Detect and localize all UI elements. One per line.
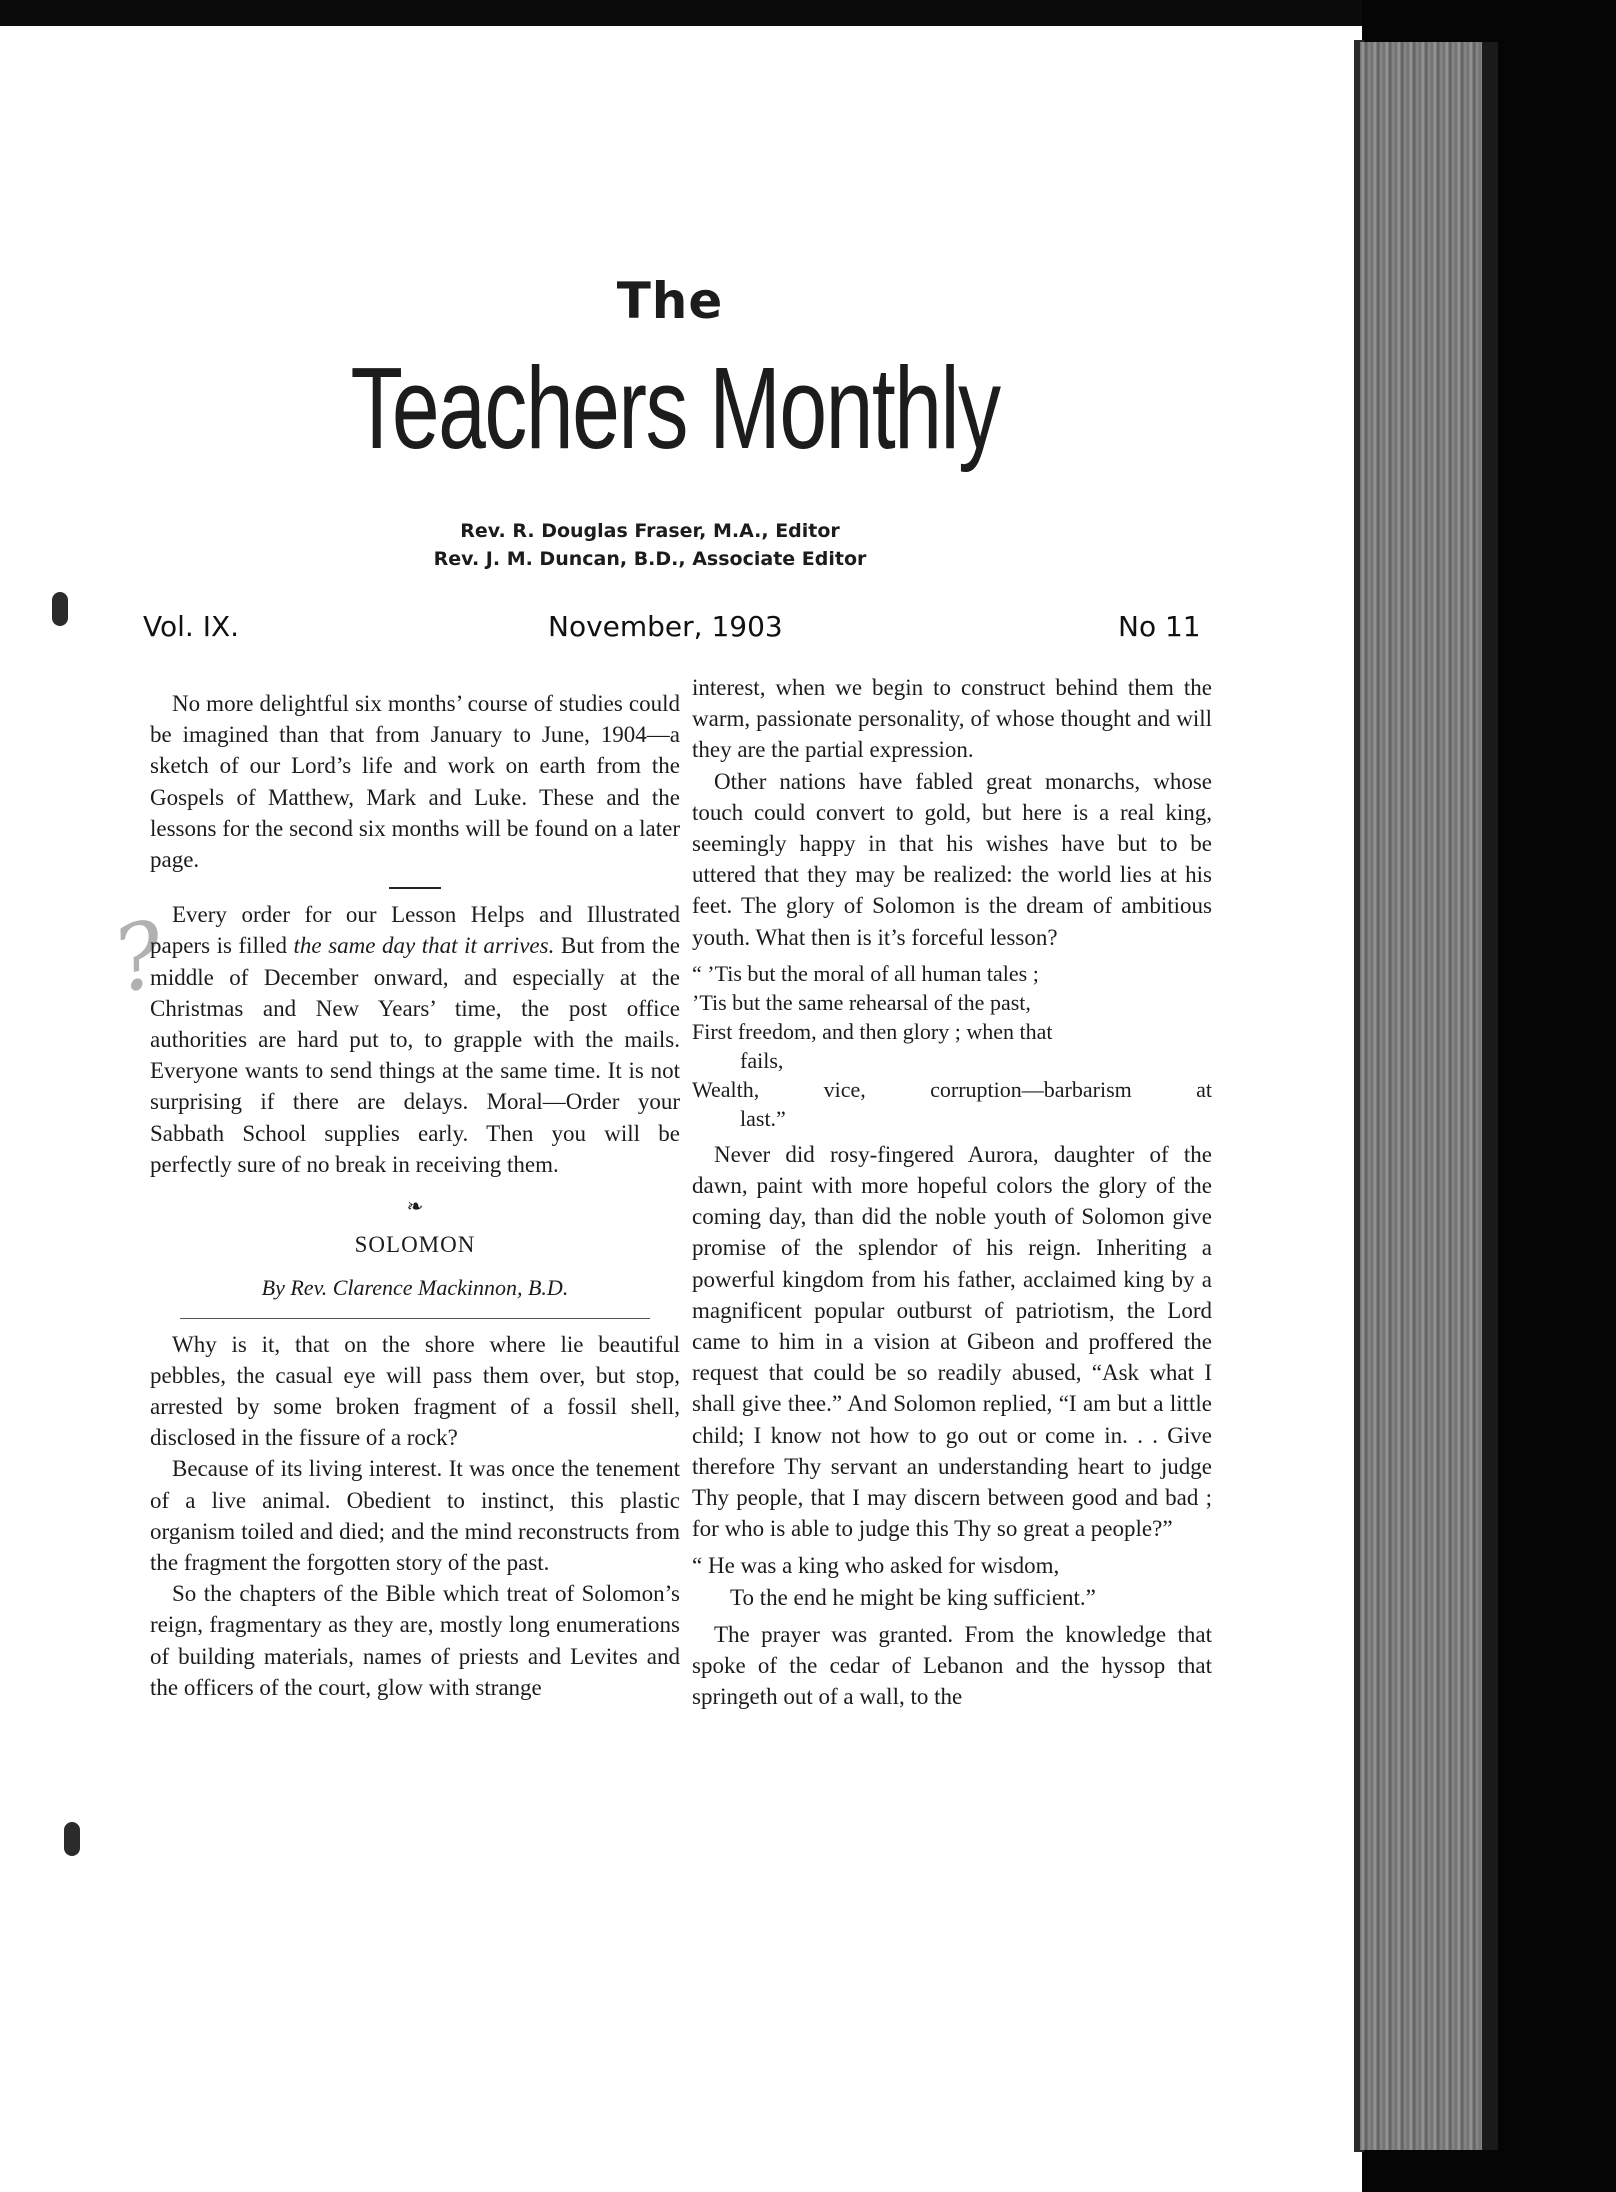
- poem-line: Wealth, vice, corruption—barbarism at: [692, 1076, 1212, 1102]
- article-title: SOLOMON: [354, 1232, 476, 1258]
- article-paragraph: The prayer was granted. From the knowledge that spoke of the cedar of Lebanon and the hyssop that springeth out of a wall, to the: [692, 1621, 1212, 1710]
- verse-line: To the end he might be king sufficient.”: [730, 1584, 1096, 1610]
- ornament-icon: ❧: [406, 1196, 424, 1219]
- notice-paragraph-orders: [150, 899, 680, 1180]
- article-paragraph: So the chapters of the Bible which treat of Solomon’s reign, fragmentary as they are, mostly long enumerations of building materials, names of priests and Levites and the officers of the court, glow with strange: [150, 1581, 680, 1700]
- notice-paragraph-courses: No more delightful six months’ course of studies could be imagined than that from January to June, 1904—a sketch of our Lord’s life and work on earth from the Gospels of Matthew, Mark and Luke. These and the lessons for the second six months will be found on a later page.: [150, 691, 680, 873]
- associate-editor-line: Rev. J. M. Duncan, B.D., Associate Editor: [433, 548, 867, 570]
- issue-date: November, 1903: [548, 610, 783, 643]
- verse-quote: [692, 1550, 1212, 1612]
- article-paragraph: Never did rosy-fingered Aurora, daughter of the dawn, paint with more hopeful colors the glory of the coming day, than did the noble youth of Solomon give promise of the splendor of his reign. Inheriting a powerful kingdom from his father, acclaimed king by a magnificent popular outburst of patriotism, the Lord came to him in a vision at Gibeon and proffered the request that could be so readily abused, “Ask what I shall give thee.” And Solomon replied, “I am but a little child; I know not how to go out or come in. . . Give therefore Thy servant an understanding heart to judge Thy people, that I may discern between good and bad ; for who is able to judge this Thy so great a people?”: [692, 1141, 1212, 1542]
- editor-line: Rev. R. Douglas Fraser, M.A., Editor: [460, 520, 840, 542]
- binding-hole-icon: [52, 592, 68, 626]
- publication-title: Teachers Monthly: [350, 343, 1000, 473]
- section-divider: [389, 887, 441, 889]
- left-column: [150, 688, 680, 1703]
- book-spine-edge: [1482, 42, 1498, 2150]
- verse-line: “ He was a king who asked for wisdom,: [692, 1553, 1060, 1579]
- poem-quote: [692, 959, 1212, 1133]
- poem-line: First freedom, and then glory ; when that: [692, 1018, 1053, 1044]
- byline-underline: [180, 1318, 650, 1319]
- poem-line: last.”: [740, 1105, 786, 1131]
- article-paragraph: interest, when we begin to construct behind them the warm, passionate personality, of whose thought and will they are the partial expression.: [692, 675, 1212, 763]
- book-page-edges: [1360, 42, 1482, 2150]
- poem-line: fails,: [740, 1047, 784, 1073]
- binding-hole-icon: [64, 1822, 80, 1856]
- article-paragraph: Other nations have fabled great monarchs, whose touch could convert to gold, but here is a real king, seemingly happy in that his wishes have but to be uttered that they may be realized: the world lies at his feet. The glory of Solomon is the dream of ambitious youth. What then is it’s forceful lesson?: [692, 768, 1212, 950]
- article-paragraph: Because of its living interest. It was once the tenement of a live animal. Obedient to instinct, this plastic organism toiled and died; and the mind reconstructs from the fragment the forgotten story of the past.: [150, 1456, 680, 1576]
- notice-text: Every order for our Lesson Helps and Illustrated papers is filled: [150, 902, 680, 959]
- issue-number: No 11: [1118, 610, 1201, 643]
- title-article: The: [616, 272, 724, 330]
- volume-label: Vol. IX.: [143, 610, 240, 643]
- handwritten-mark: ?: [104, 901, 174, 1014]
- notice-text: But from the middle of December onward, and especially at the Christmas and New Years’ time, the post office authorities are hard put to, to grapple with the mails. Everyone wants to send things at the same time. It is not surprising if there are delays. Moral—Order your Sabbath School supplies early. Then you will be perfectly sure of no break in receiving them.: [150, 933, 681, 1177]
- right-column: [692, 672, 1212, 1712]
- poem-line: ’Tis but the same rehearsal of the past,: [692, 989, 1031, 1015]
- article-paragraph: Why is it, that on the shore where lie beautiful pebbles, the casual eye will pass them over, but stop, arrested by some broken fragment of a fossil shell, disclosed in the fissure of a rock?: [150, 1331, 680, 1451]
- poem-line: “ ’Tis but the moral of all human tales ;: [692, 960, 1039, 986]
- notice-emphasis: the same day that it arrives.: [293, 933, 555, 959]
- article-byline: By Rev. Clarence Mackinnon, B.D.: [261, 1275, 569, 1301]
